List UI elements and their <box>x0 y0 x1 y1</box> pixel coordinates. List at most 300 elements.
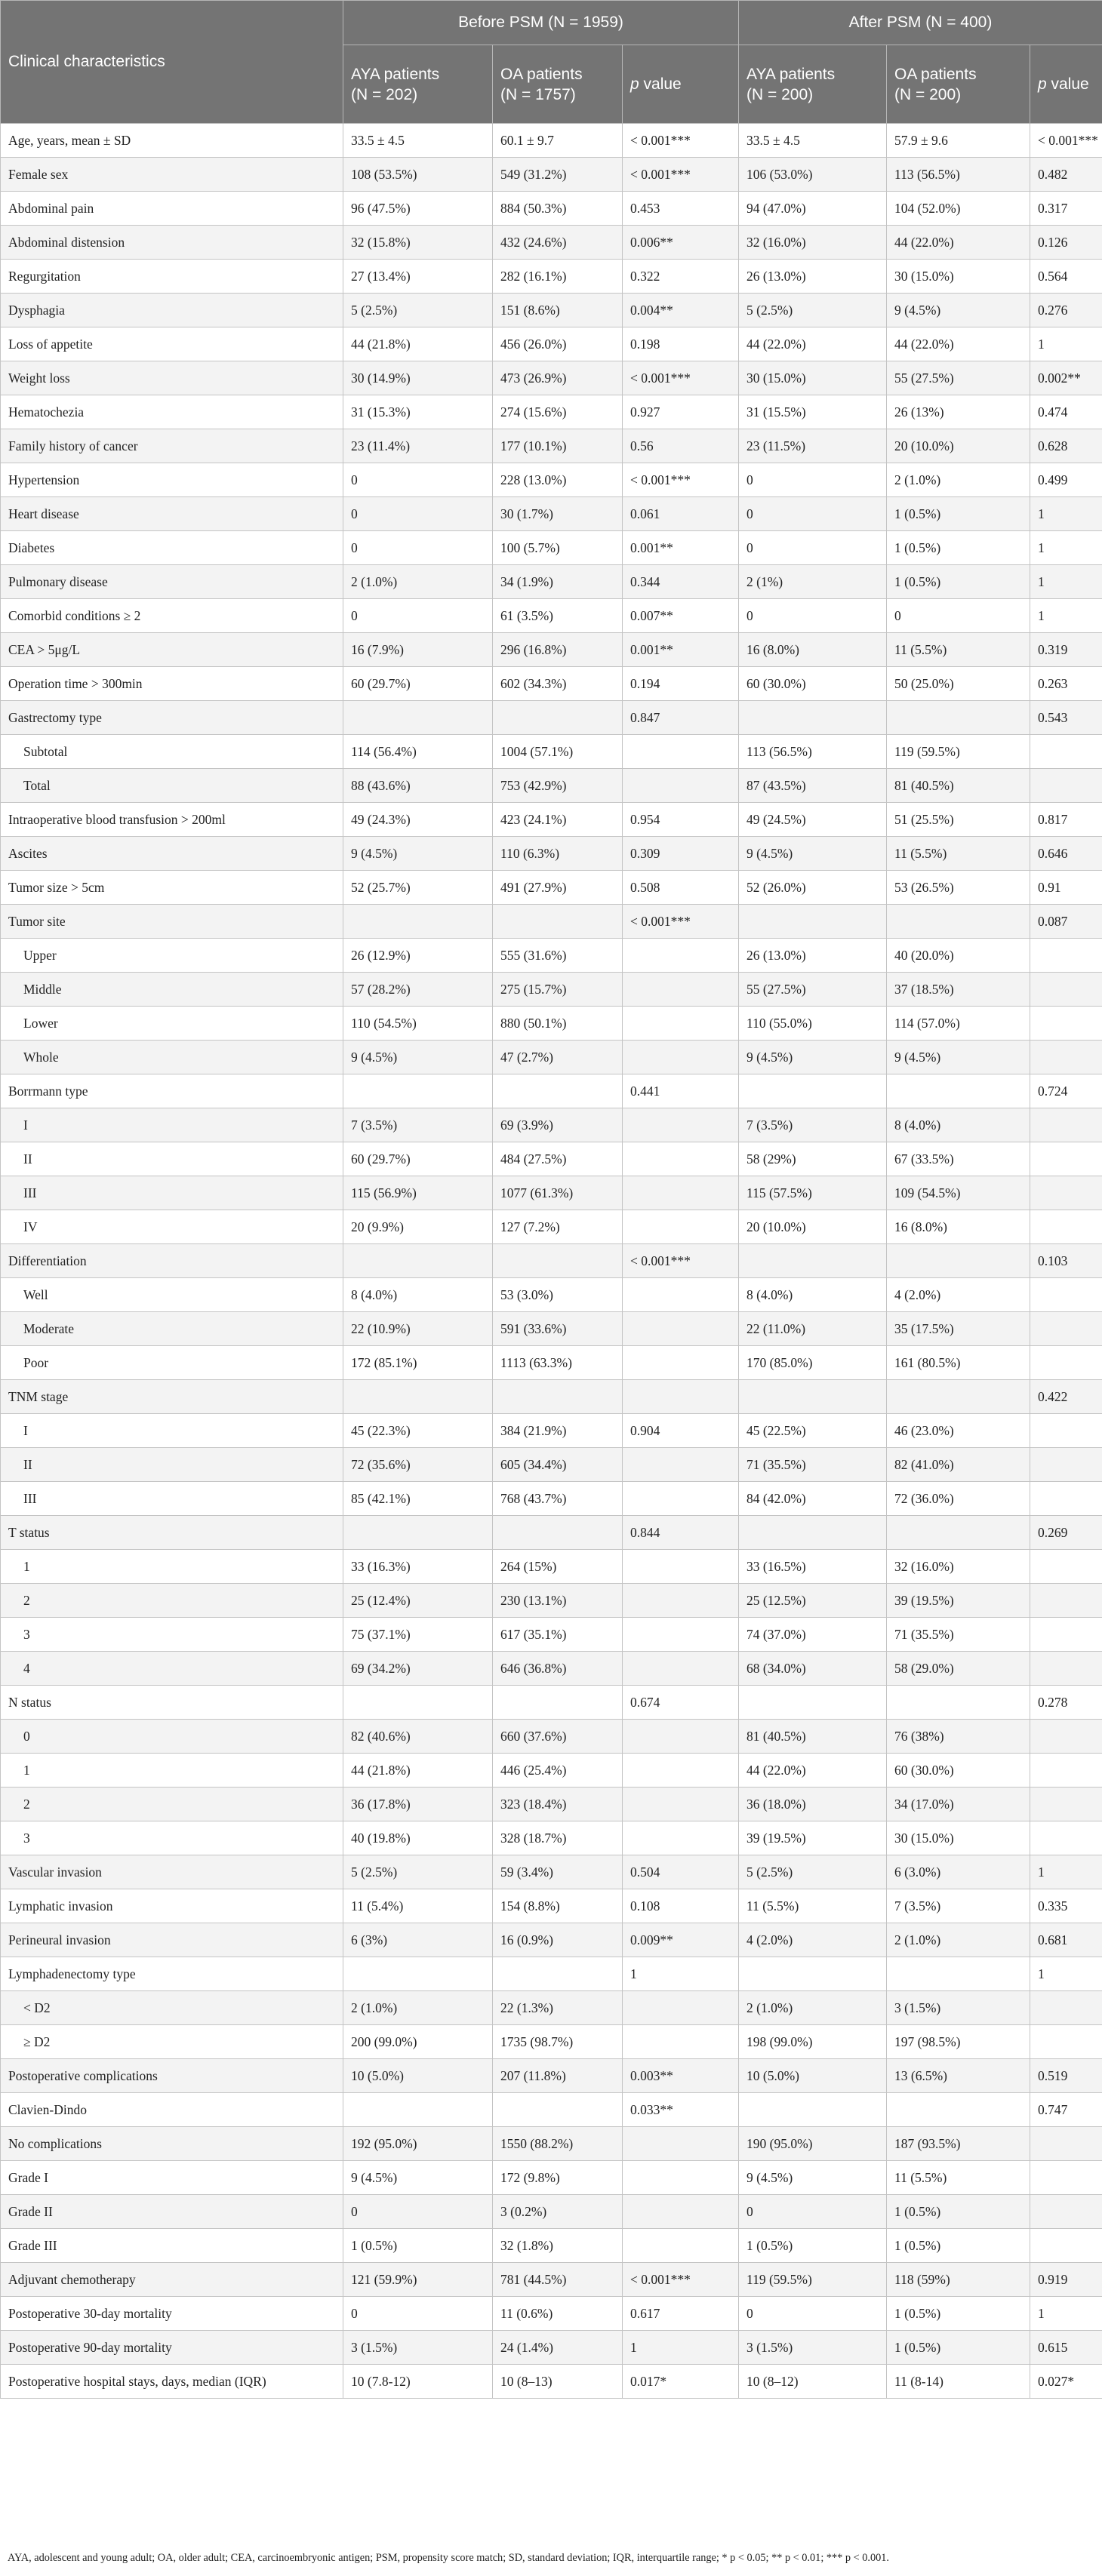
cell-aya-after: 39 (19.5%) <box>739 1821 887 1855</box>
header-p-before <box>623 45 739 124</box>
cell-p-before: 0.007** <box>623 599 739 633</box>
cell-aya-before: 22 (10.9%) <box>343 1312 493 1346</box>
cell-oa-before: 16 (0.9%) <box>493 1923 623 1957</box>
cell-aya-before: 3 (1.5%) <box>343 2331 493 2365</box>
cell-aya-before: 44 (21.8%) <box>343 1754 493 1788</box>
cell-p-before: 0.009** <box>623 1923 739 1957</box>
cell-oa-after <box>887 1686 1030 1720</box>
cell-aya-before: 33 (16.3%) <box>343 1550 493 1584</box>
cell-p-before <box>623 1108 739 1142</box>
cell-p-after <box>1030 1007 1102 1041</box>
table-row <box>1 1618 1102 1652</box>
cell-p-after <box>1030 939 1102 973</box>
cell-oa-after: 46 (23.0%) <box>887 1414 1030 1448</box>
cell-oa-after: 1 (0.5%) <box>887 2195 1030 2229</box>
row-label: Tumor size > 5cm <box>1 871 343 905</box>
row-label: I <box>1 1414 343 1448</box>
row-label: Clavien-Dindo <box>1 2093 343 2127</box>
row-label: T status <box>1 1516 343 1550</box>
cell-aya-after: 33 (16.5%) <box>739 1550 887 1584</box>
cell-oa-after: 187 (93.5%) <box>887 2127 1030 2161</box>
cell-p-before: < 0.001*** <box>623 463 739 497</box>
header-row-groups <box>1 1 1102 45</box>
cell-p-before: 0.904 <box>623 1414 739 1448</box>
cell-aya-before <box>343 1686 493 1720</box>
cell-aya-before: 200 (99.0%) <box>343 2025 493 2059</box>
row-label: Intraoperative blood transfusion > 200ml <box>1 803 343 837</box>
row-label: Family history of cancer <box>1 429 343 463</box>
table-row <box>1 1142 1102 1176</box>
cell-p-after: 0.335 <box>1030 1889 1102 1923</box>
cell-oa-before: 24 (1.4%) <box>493 2331 623 2365</box>
cell-p-before: 0.309 <box>623 837 739 871</box>
cell-aya-before <box>343 1244 493 1278</box>
cell-p-before: < 0.001*** <box>623 158 739 192</box>
cell-oa-before <box>493 1380 623 1414</box>
cell-p-before <box>623 735 739 769</box>
cell-p-before <box>623 1448 739 1482</box>
cell-aya-after: 36 (18.0%) <box>739 1788 887 1821</box>
cell-p-after <box>1030 2161 1102 2195</box>
cell-p-after <box>1030 2195 1102 2229</box>
row-label: Dysphagia <box>1 294 343 327</box>
cell-p-after <box>1030 1821 1102 1855</box>
cell-p-before <box>623 973 739 1007</box>
cell-aya-after: 1 (0.5%) <box>739 2229 887 2263</box>
row-label: Vascular invasion <box>1 1855 343 1889</box>
cell-oa-before: 264 (15%) <box>493 1550 623 1584</box>
cell-aya-after: 31 (15.5%) <box>739 395 887 429</box>
cell-oa-before: 602 (34.3%) <box>493 667 623 701</box>
cell-p-after: 0.519 <box>1030 2059 1102 2093</box>
cell-oa-before: 275 (15.7%) <box>493 973 623 1007</box>
header-aya-after <box>739 45 887 124</box>
header-p-after <box>1030 45 1102 124</box>
table-row <box>1 158 1102 192</box>
cell-oa-before: 660 (37.6%) <box>493 1720 623 1754</box>
cell-oa-after: 1 (0.5%) <box>887 2297 1030 2331</box>
cell-aya-after: 5 (2.5%) <box>739 1855 887 1889</box>
cell-oa-after: 7 (3.5%) <box>887 1889 1030 1923</box>
cell-p-after: 0.317 <box>1030 192 1102 226</box>
cell-aya-after: 55 (27.5%) <box>739 973 887 1007</box>
cell-oa-after: 104 (52.0%) <box>887 192 1030 226</box>
cell-p-before <box>623 1550 739 1584</box>
cell-oa-before: 207 (11.8%) <box>493 2059 623 2093</box>
row-label: I <box>1 1108 343 1142</box>
cell-aya-after: 0 <box>739 531 887 565</box>
cell-aya-before: 2 (1.0%) <box>343 565 493 599</box>
cell-p-before <box>623 1380 739 1414</box>
cell-oa-after: 39 (19.5%) <box>887 1584 1030 1618</box>
cell-aya-before: 0 <box>343 463 493 497</box>
row-label: Gastrectomy type <box>1 701 343 735</box>
row-label: Pulmonary disease <box>1 565 343 599</box>
table-body <box>1 124 1102 2399</box>
cell-oa-after: 2 (1.0%) <box>887 1923 1030 1957</box>
cell-p-after: 0.276 <box>1030 294 1102 327</box>
cell-oa-before: 10 (8–13) <box>493 2365 623 2399</box>
cell-aya-after <box>739 1244 887 1278</box>
cell-aya-before: 5 (2.5%) <box>343 1855 493 1889</box>
table-row <box>1 497 1102 531</box>
cell-aya-before <box>343 701 493 735</box>
row-label: Postoperative hospital stays, days, median (IQR) <box>1 2365 343 2399</box>
cell-p-before <box>623 939 739 973</box>
cell-p-after: 0.564 <box>1030 260 1102 294</box>
table-row <box>1 2025 1102 2059</box>
cell-p-after <box>1030 1991 1102 2025</box>
cell-oa-before: 884 (50.3%) <box>493 192 623 226</box>
cell-aya-after: 170 (85.0%) <box>739 1346 887 1380</box>
cell-p-after: 0.747 <box>1030 2093 1102 2127</box>
cell-oa-before: 3 (0.2%) <box>493 2195 623 2229</box>
cell-p-before <box>623 1754 739 1788</box>
cell-p-after <box>1030 1550 1102 1584</box>
cell-oa-before: 432 (24.6%) <box>493 226 623 260</box>
cell-p-before <box>623 2161 739 2195</box>
table-row <box>1 1991 1102 2025</box>
cell-p-before: 0.504 <box>623 1855 739 1889</box>
cell-p-after <box>1030 1788 1102 1821</box>
table-row <box>1 1482 1102 1516</box>
row-label: Well <box>1 1278 343 1312</box>
table-row <box>1 1041 1102 1074</box>
cell-p-before <box>623 1346 739 1380</box>
cell-aya-after: 32 (16.0%) <box>739 226 887 260</box>
cell-p-before: 0.508 <box>623 871 739 905</box>
cell-p-before: 1 <box>623 1957 739 1991</box>
cell-aya-after: 20 (10.0%) <box>739 1210 887 1244</box>
cell-oa-before: 1550 (88.2%) <box>493 2127 623 2161</box>
cell-p-after <box>1030 1108 1102 1142</box>
cell-oa-after: 72 (36.0%) <box>887 1482 1030 1516</box>
cell-aya-before: 172 (85.1%) <box>343 1346 493 1380</box>
row-label: Poor <box>1 1346 343 1380</box>
cell-aya-after: 33.5 ± 4.5 <box>739 124 887 158</box>
table-row <box>1 1957 1102 1991</box>
cell-oa-before: 768 (43.7%) <box>493 1482 623 1516</box>
cell-aya-before <box>343 2093 493 2127</box>
row-label: Whole <box>1 1041 343 1074</box>
table-row <box>1 2059 1102 2093</box>
cell-aya-before: 75 (37.1%) <box>343 1618 493 1652</box>
cell-p-after: 0.499 <box>1030 463 1102 497</box>
cell-oa-before: 591 (33.6%) <box>493 1312 623 1346</box>
table-row <box>1 260 1102 294</box>
cell-oa-before: 484 (27.5%) <box>493 1142 623 1176</box>
row-label: 3 <box>1 1618 343 1652</box>
cell-aya-after <box>739 701 887 735</box>
cell-oa-after <box>887 1380 1030 1414</box>
cell-aya-after: 7 (3.5%) <box>739 1108 887 1142</box>
cell-aya-after: 60 (30.0%) <box>739 667 887 701</box>
cell-aya-after <box>739 1516 887 1550</box>
cell-p-before: < 0.001*** <box>623 124 739 158</box>
cell-aya-before: 2 (1.0%) <box>343 1991 493 2025</box>
cell-aya-before: 0 <box>343 497 493 531</box>
cell-aya-after: 110 (55.0%) <box>739 1007 887 1041</box>
header-oa-before-line1: OA patients <box>500 65 583 83</box>
table-row <box>1 1108 1102 1142</box>
cell-aya-after: 0 <box>739 2195 887 2229</box>
header-aya-before-line2: (N = 202) <box>351 85 418 103</box>
row-label: Diabetes <box>1 531 343 565</box>
cell-p-before <box>623 1991 739 2025</box>
cell-oa-before: 69 (3.9%) <box>493 1108 623 1142</box>
header-before-psm: Before PSM (N = 1959) <box>343 1 739 45</box>
cell-oa-before: 61 (3.5%) <box>493 599 623 633</box>
row-label: 2 <box>1 1788 343 1821</box>
cell-aya-after: 0 <box>739 463 887 497</box>
table-row <box>1 2297 1102 2331</box>
cell-p-after: 0.628 <box>1030 429 1102 463</box>
cell-aya-before <box>343 1380 493 1414</box>
cell-p-after <box>1030 1278 1102 1312</box>
cell-oa-after <box>887 1516 1030 1550</box>
row-label: 1 <box>1 1754 343 1788</box>
cell-aya-before: 121 (59.9%) <box>343 2263 493 2297</box>
cell-aya-after: 198 (99.0%) <box>739 2025 887 2059</box>
cell-p-after: 0.422 <box>1030 1380 1102 1414</box>
cell-aya-after: 9 (4.5%) <box>739 837 887 871</box>
table-row <box>1 837 1102 871</box>
table-row <box>1 226 1102 260</box>
cell-p-before: < 0.001*** <box>623 361 739 395</box>
cell-oa-after: 161 (80.5%) <box>887 1346 1030 1380</box>
cell-oa-after <box>887 701 1030 735</box>
cell-p-after <box>1030 1618 1102 1652</box>
table-row <box>1 361 1102 395</box>
table-row <box>1 124 1102 158</box>
cell-aya-before: 45 (22.3%) <box>343 1414 493 1448</box>
cell-oa-before: 11 (0.6%) <box>493 2297 623 2331</box>
cell-p-after: 0.087 <box>1030 905 1102 939</box>
cell-oa-after: 26 (13%) <box>887 395 1030 429</box>
cell-oa-after: 58 (29.0%) <box>887 1652 1030 1686</box>
table-row <box>1 2229 1102 2263</box>
cell-aya-after: 11 (5.5%) <box>739 1889 887 1923</box>
cell-aya-before: 85 (42.1%) <box>343 1482 493 1516</box>
table-row <box>1 327 1102 361</box>
cell-oa-after: 50 (25.0%) <box>887 667 1030 701</box>
cell-p-after: 1 <box>1030 1855 1102 1889</box>
cell-oa-after: 1 (0.5%) <box>887 531 1030 565</box>
cell-oa-after <box>887 2093 1030 2127</box>
table-row <box>1 803 1102 837</box>
cell-oa-before <box>493 1686 623 1720</box>
cell-oa-before: 1077 (61.3%) <box>493 1176 623 1210</box>
cell-p-before <box>623 1278 739 1312</box>
cell-oa-before: 617 (35.1%) <box>493 1618 623 1652</box>
cell-oa-before: 328 (18.7%) <box>493 1821 623 1855</box>
cell-oa-before: 753 (42.9%) <box>493 769 623 803</box>
cell-oa-after: 2 (1.0%) <box>887 463 1030 497</box>
table-row <box>1 1788 1102 1821</box>
table-row <box>1 2365 1102 2399</box>
cell-aya-before: 114 (56.4%) <box>343 735 493 769</box>
cell-p-after <box>1030 1346 1102 1380</box>
cell-aya-after: 68 (34.0%) <box>739 1652 887 1686</box>
cell-aya-before: 31 (15.3%) <box>343 395 493 429</box>
cell-p-after: 0.002** <box>1030 361 1102 395</box>
cell-aya-after: 25 (12.5%) <box>739 1584 887 1618</box>
cell-oa-before: 555 (31.6%) <box>493 939 623 973</box>
cell-oa-after: 67 (33.5%) <box>887 1142 1030 1176</box>
table-row <box>1 2093 1102 2127</box>
table-row <box>1 1346 1102 1380</box>
cell-oa-before: 177 (10.1%) <box>493 429 623 463</box>
cell-p-before: 0.194 <box>623 667 739 701</box>
table-row <box>1 429 1102 463</box>
cell-aya-after <box>739 1380 887 1414</box>
row-label: 2 <box>1 1584 343 1618</box>
cell-aya-after: 3 (1.5%) <box>739 2331 887 2365</box>
cell-aya-after: 45 (22.5%) <box>739 1414 887 1448</box>
cell-p-after <box>1030 769 1102 803</box>
cell-aya-before: 16 (7.9%) <box>343 633 493 667</box>
table-row <box>1 633 1102 667</box>
cell-p-before: 0.003** <box>623 2059 739 2093</box>
row-label: N status <box>1 1686 343 1720</box>
cell-oa-before: 53 (3.0%) <box>493 1278 623 1312</box>
cell-p-before: 0.004** <box>623 294 739 327</box>
cell-aya-before: 26 (12.9%) <box>343 939 493 973</box>
cell-oa-before: 423 (24.1%) <box>493 803 623 837</box>
row-label: Age, years, mean ± SD <box>1 124 343 158</box>
cell-oa-before: 172 (9.8%) <box>493 2161 623 2195</box>
row-label: Abdominal pain <box>1 192 343 226</box>
table-row <box>1 1176 1102 1210</box>
row-label: 0 <box>1 1720 343 1754</box>
table-footnote: AYA, adolescent and young adult; OA, older adult; CEA, carcinoembryonic antigen; PSM, propensity score match; SD, standard deviation; IQR, interquartile range; * p < 0.05; ** p < 0.01; *** p < 0.001. <box>8 2552 889 2564</box>
cell-p-before: 0.844 <box>623 1516 739 1550</box>
cell-oa-after: 55 (27.5%) <box>887 361 1030 395</box>
table-header <box>1 1 1102 124</box>
cell-oa-after: 11 (5.5%) <box>887 633 1030 667</box>
cell-oa-after: 37 (18.5%) <box>887 973 1030 1007</box>
header-p-after-p: p <box>1038 75 1047 93</box>
cell-oa-before: 491 (27.9%) <box>493 871 623 905</box>
cell-aya-before: 36 (17.8%) <box>343 1788 493 1821</box>
cell-aya-after: 113 (56.5%) <box>739 735 887 769</box>
cell-oa-before <box>493 1516 623 1550</box>
row-label: IV <box>1 1210 343 1244</box>
header-p-before-value: value <box>639 75 682 93</box>
table-row <box>1 1007 1102 1041</box>
cell-oa-before <box>493 2093 623 2127</box>
cell-oa-before: 282 (16.1%) <box>493 260 623 294</box>
cell-p-after: 1 <box>1030 1957 1102 1991</box>
cell-p-before: 0.006** <box>623 226 739 260</box>
cell-p-after: 0.103 <box>1030 1244 1102 1278</box>
table-row <box>1 2161 1102 2195</box>
table-row <box>1 735 1102 769</box>
cell-aya-after: 26 (13.0%) <box>739 939 887 973</box>
cell-oa-before: 274 (15.6%) <box>493 395 623 429</box>
cell-aya-after: 81 (40.5%) <box>739 1720 887 1754</box>
cell-oa-after: 82 (41.0%) <box>887 1448 1030 1482</box>
cell-p-before: 0.674 <box>623 1686 739 1720</box>
table-row <box>1 1074 1102 1108</box>
cell-aya-after: 71 (35.5%) <box>739 1448 887 1482</box>
cell-p-after: 0.615 <box>1030 2331 1102 2365</box>
table-row <box>1 1889 1102 1923</box>
row-label: No complications <box>1 2127 343 2161</box>
table-row <box>1 939 1102 973</box>
cell-aya-before: 0 <box>343 599 493 633</box>
cell-p-before: < 0.001*** <box>623 2263 739 2297</box>
cell-aya-before: 0 <box>343 2195 493 2229</box>
cell-oa-before: 549 (31.2%) <box>493 158 623 192</box>
cell-oa-after: 11 (5.5%) <box>887 2161 1030 2195</box>
row-label: 4 <box>1 1652 343 1686</box>
cell-oa-before: 605 (34.4%) <box>493 1448 623 1482</box>
cell-aya-after: 10 (8–12) <box>739 2365 887 2399</box>
cell-oa-before: 59 (3.4%) <box>493 1855 623 1889</box>
cell-aya-after: 30 (15.0%) <box>739 361 887 395</box>
table-row <box>1 1278 1102 1312</box>
cell-aya-before: 11 (5.4%) <box>343 1889 493 1923</box>
table-row <box>1 1210 1102 1244</box>
cell-oa-before: 473 (26.9%) <box>493 361 623 395</box>
cell-oa-before: 781 (44.5%) <box>493 2263 623 2297</box>
cell-p-before <box>623 2229 739 2263</box>
cell-aya-before: 23 (11.4%) <box>343 429 493 463</box>
header-characteristics: Clinical characteristics <box>1 1 343 124</box>
cell-p-after <box>1030 2025 1102 2059</box>
cell-aya-after: 74 (37.0%) <box>739 1618 887 1652</box>
header-oa-before <box>493 45 623 124</box>
cell-aya-before: 69 (34.2%) <box>343 1652 493 1686</box>
cell-oa-after: 197 (98.5%) <box>887 2025 1030 2059</box>
cell-oa-before: 154 (8.8%) <box>493 1889 623 1923</box>
cell-p-after: 0.269 <box>1030 1516 1102 1550</box>
row-label: Lymphadenectomy type <box>1 1957 343 1991</box>
cell-p-before <box>623 1788 739 1821</box>
header-oa-before-line2: (N = 1757) <box>500 85 576 103</box>
table-row <box>1 1516 1102 1550</box>
row-label: Postoperative complications <box>1 2059 343 2093</box>
cell-aya-before: 0 <box>343 2297 493 2331</box>
cell-p-after: 0.126 <box>1030 226 1102 260</box>
header-after-psm: After PSM (N = 400) <box>739 1 1102 45</box>
cell-p-before <box>623 2025 739 2059</box>
cell-p-before <box>623 1142 739 1176</box>
cell-p-before <box>623 769 739 803</box>
cell-oa-before <box>493 905 623 939</box>
cell-oa-after: 34 (17.0%) <box>887 1788 1030 1821</box>
cell-oa-after: 119 (59.5%) <box>887 735 1030 769</box>
cell-aya-before: 33.5 ± 4.5 <box>343 124 493 158</box>
table-row <box>1 1414 1102 1448</box>
row-label: Grade I <box>1 2161 343 2195</box>
table-row <box>1 1312 1102 1346</box>
header-aya-before <box>343 45 493 124</box>
cell-aya-after: 0 <box>739 2297 887 2331</box>
cell-oa-before: 296 (16.8%) <box>493 633 623 667</box>
table-row <box>1 2331 1102 2365</box>
cell-aya-before: 72 (35.6%) <box>343 1448 493 1482</box>
cell-aya-after: 44 (22.0%) <box>739 1754 887 1788</box>
cell-p-before: 0.061 <box>623 497 739 531</box>
row-label: TNM stage <box>1 1380 343 1414</box>
cell-p-after: 1 <box>1030 497 1102 531</box>
cell-aya-after: 9 (4.5%) <box>739 2161 887 2195</box>
cell-oa-after: 11 (5.5%) <box>887 837 1030 871</box>
cell-p-after: 0.474 <box>1030 395 1102 429</box>
row-label: II <box>1 1448 343 1482</box>
